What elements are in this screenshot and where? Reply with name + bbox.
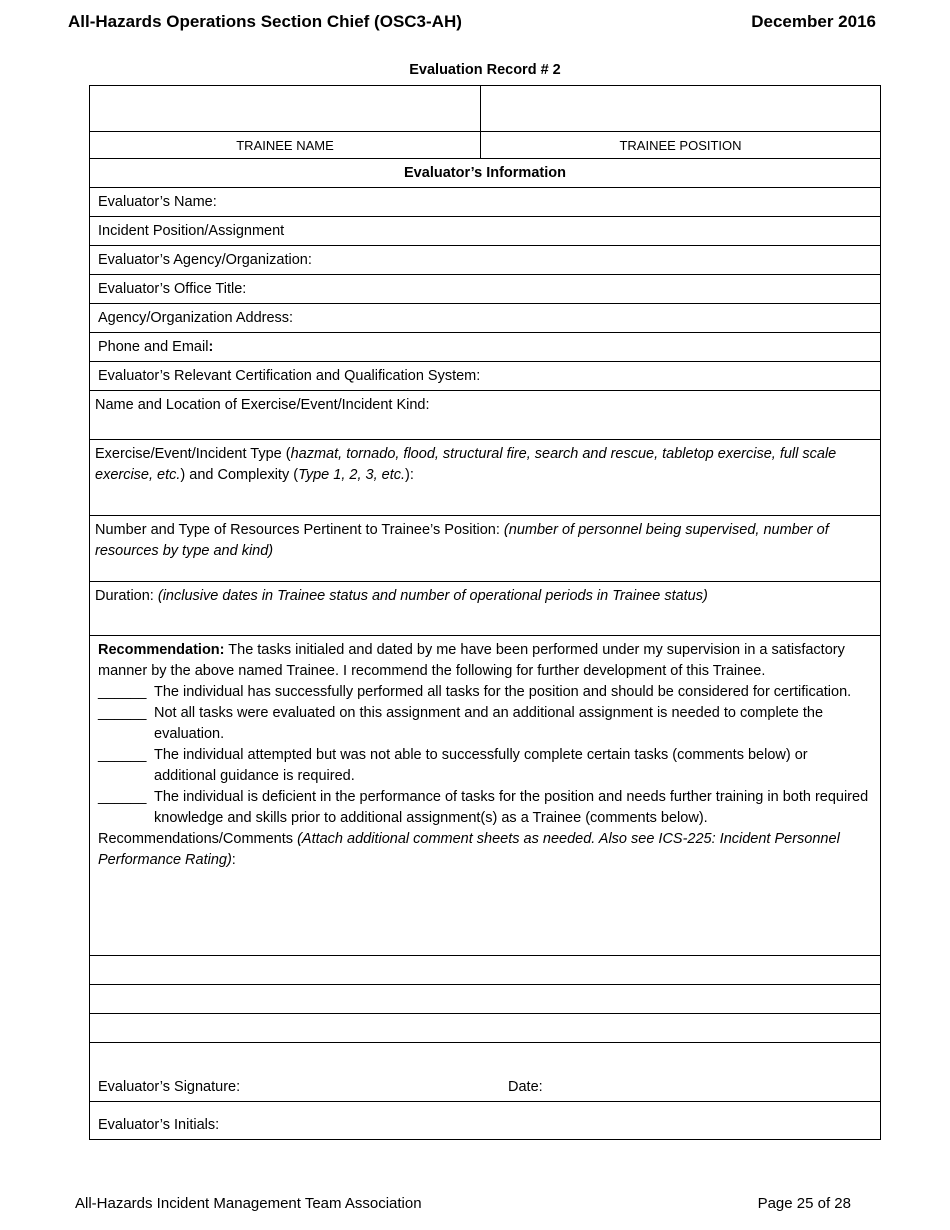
duration-label: Duration: bbox=[95, 588, 158, 604]
comments-label-prefix: Recommendations/Comments bbox=[98, 831, 298, 847]
signature-row bbox=[90, 1043, 880, 1102]
option-4-blank[interactable]: ______ bbox=[98, 789, 147, 805]
trainee-name-label: TRAINEE NAME bbox=[90, 132, 481, 158]
document-title: All-Hazards Operations Section Chief (OSC3-AH) bbox=[68, 12, 462, 31]
date-field[interactable]: Date: bbox=[508, 1079, 543, 1095]
option-4-text: The individual is deficient in the performance of tasks for the position and needs further training in both required knowledge and skills prior to additional assignment(s) as a Trainee (comments below). bbox=[154, 789, 869, 826]
recommendation-option-4[interactable] bbox=[98, 787, 870, 829]
certification-field[interactable]: Evaluator’s Relevant Certification and Qualification System: bbox=[90, 362, 880, 391]
recommendation-intro bbox=[98, 640, 870, 682]
option-3-blank[interactable]: ______ bbox=[98, 747, 147, 763]
resources-hint: (number of personnel being supervised, number of resources by type and kind) bbox=[95, 522, 829, 559]
comment-line-3[interactable] bbox=[90, 1014, 880, 1043]
event-type-field[interactable] bbox=[90, 440, 880, 516]
option-1-blank[interactable]: ______ bbox=[98, 684, 147, 700]
comment-line-1[interactable] bbox=[90, 956, 880, 985]
duration-field[interactable] bbox=[90, 582, 880, 636]
event-type-label: Exercise/Event/Incident Type ( bbox=[95, 446, 291, 462]
option-2-text: Not all tasks were evaluated on this assignment and an additional assignment is needed to complete the evaluation. bbox=[154, 705, 824, 742]
recommendation-label: Recommendation: bbox=[98, 642, 225, 658]
resources-field[interactable] bbox=[90, 516, 880, 582]
resources-label: Number and Type of Resources Pertinent to Trainee’s Position: bbox=[95, 522, 504, 538]
phone-email-colon: : bbox=[208, 339, 214, 355]
document-date: December 2016 bbox=[751, 12, 876, 31]
comment-line-2[interactable] bbox=[90, 985, 880, 1014]
comments-suffix: : bbox=[231, 852, 236, 868]
evaluator-agency-field[interactable]: Evaluator’s Agency/Organization: bbox=[90, 246, 880, 275]
record-title: Evaluation Record # 2 bbox=[409, 62, 561, 78]
phone-email-label: Phone and Email bbox=[98, 339, 209, 355]
signature-field[interactable]: Evaluator’s Signature: bbox=[98, 1079, 241, 1095]
trainee-entry-row bbox=[90, 86, 880, 132]
duration-hint: (inclusive dates in Trainee status and number of operational periods in Trainee status) bbox=[157, 588, 708, 604]
event-type-suffix: ): bbox=[405, 467, 414, 483]
recommendation-intro-text: The tasks initialed and dated by me have been performed under my supervision in a satisfactory manner by the above named Trainee. I recommend the following for further development of this Trainee. bbox=[98, 642, 845, 679]
event-type-complexity-examples: Type 1, 2, 3, etc. bbox=[298, 467, 406, 483]
recommendation-option-2[interactable] bbox=[98, 703, 870, 745]
trainee-position-label: TRAINEE POSITION bbox=[619, 138, 742, 153]
option-2-blank[interactable]: ______ bbox=[98, 705, 147, 721]
evaluator-office-title-field[interactable]: Evaluator’s Office Title: bbox=[90, 275, 880, 304]
evaluation-form bbox=[89, 85, 881, 1140]
recommendation-block bbox=[90, 636, 880, 956]
trainee-name-field[interactable] bbox=[90, 86, 481, 131]
option-3-text: The individual attempted but was not able to successfully complete certain tasks (comments below) or additional guidance is required. bbox=[154, 747, 808, 784]
event-type-examples: hazmat, tornado, flood, structural fire, search and rescue, tabletop exercise, full scale exercise, etc. bbox=[95, 446, 837, 483]
comments-label bbox=[98, 829, 870, 871]
option-1-text: The individual has successfully performed all tasks for the position and should be considered for certification. bbox=[154, 684, 852, 700]
agency-address-field[interactable]: Agency/Organization Address: bbox=[90, 304, 880, 333]
trainee-position-field[interactable] bbox=[481, 86, 880, 131]
initials-field[interactable] bbox=[90, 1102, 880, 1139]
initials-label: Evaluator’s Initials: bbox=[98, 1117, 220, 1133]
event-name-field[interactable] bbox=[90, 391, 880, 440]
event-type-complexity-label: ) and Complexity ( bbox=[180, 467, 299, 483]
trainee-label-row bbox=[90, 132, 880, 159]
recommendation-option-1[interactable] bbox=[98, 682, 870, 703]
footer-organization: All-Hazards Incident Management Team Association bbox=[75, 1195, 422, 1212]
event-name-label: Name and Location of Exercise/Event/Incident Kind: bbox=[95, 397, 430, 413]
comments-hint: (Attach additional comment sheets as needed. Also see ICS-225: Incident Personnel Performance Rating) bbox=[98, 831, 840, 868]
phone-email-field[interactable] bbox=[90, 333, 880, 362]
evaluator-section-header: Evaluator’s Information bbox=[90, 159, 880, 188]
incident-position-field[interactable]: Incident Position/Assignment bbox=[90, 217, 880, 246]
footer-page-number: Page 25 of 28 bbox=[757, 1195, 851, 1212]
recommendation-option-3[interactable] bbox=[98, 745, 870, 787]
evaluator-name-field[interactable]: Evaluator’s Name: bbox=[90, 188, 880, 217]
